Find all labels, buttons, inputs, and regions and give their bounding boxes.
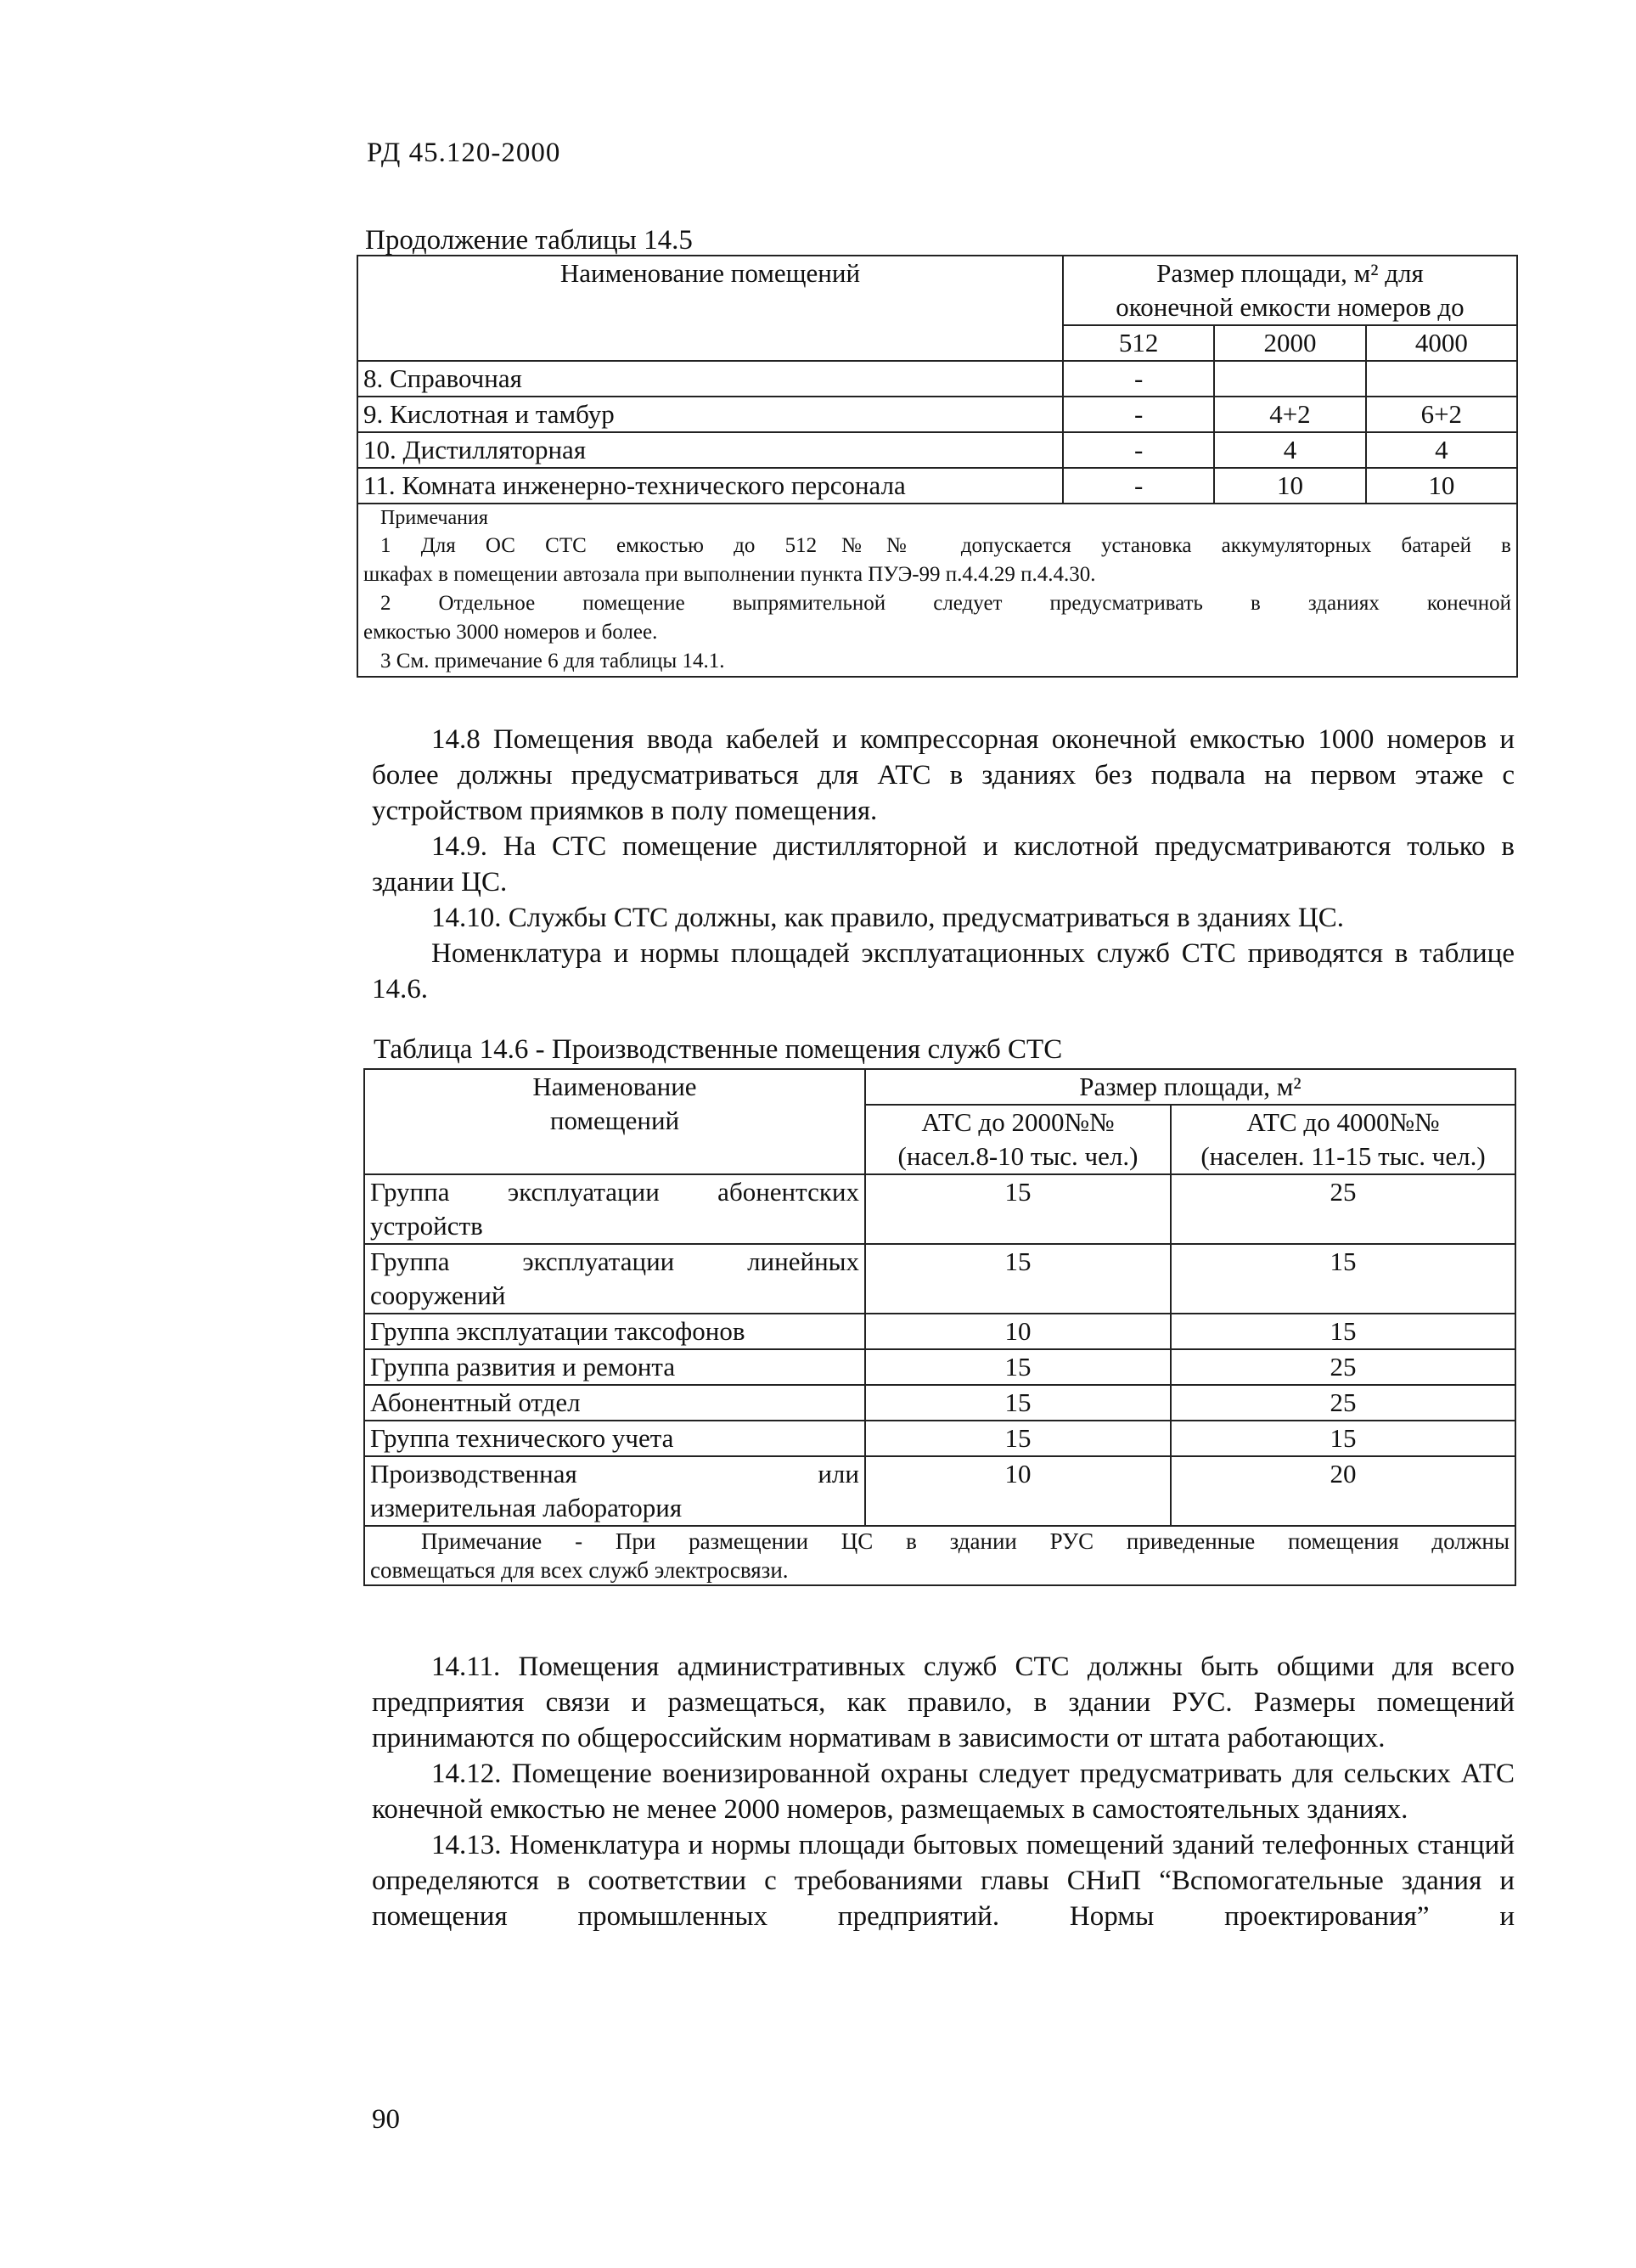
room-name-cell: Абонентный отдел (364, 1385, 865, 1421)
note-line-1: Примечание - При размещении ЦС в здании РУС приведенные помещения должны (421, 1528, 1510, 1554)
value-cell: 15 (1171, 1314, 1515, 1349)
value-cell: 10 (865, 1456, 1171, 1526)
value-cell (1214, 361, 1365, 397)
room-name-line: Группа эксплуатации абонентских (370, 1177, 859, 1207)
value-cell: 6+2 (1366, 397, 1517, 432)
table-14-5 (357, 255, 1518, 678)
paragraph-14-11: 14.11. Помещения административных служб СТС должны быть общими для всего предприятия связи и размещаться, как правило, в здании РУС. Размеры помещений принимаются по общероссийским нормативам в зависимости от штата работающих. (372, 1652, 1515, 1753)
column-header-line: (населен. 11-15 тыс. чел.) (1200, 1141, 1486, 1171)
room-name-line: измерительная лаборатория (370, 1493, 683, 1522)
table-row (364, 1349, 1515, 1385)
column-header-line: (насел.8-10 тыс. чел.) (897, 1141, 1138, 1171)
value-cell: - (1063, 468, 1214, 504)
table-row (364, 1174, 1515, 1244)
table-header-cell: Размер площади, м² (865, 1069, 1515, 1105)
table-14-6 (363, 1068, 1516, 1586)
paragraph-nomenclature: Номенклатура и нормы площадей эксплуатационных служб СТС приводятся в таблице 14.6. (372, 938, 1515, 1005)
paragraph-14-10: 14.10. Службы СТС должны, как правило, предусматриваться в зданиях ЦС. (431, 903, 1345, 933)
note-2-line-2: емкостью 3000 номеров и более. (363, 621, 658, 644)
value-cell: 4 (1366, 432, 1517, 468)
table-header-row (357, 256, 1517, 325)
table-row (364, 1385, 1515, 1421)
table-row (357, 432, 1517, 468)
note-1-line-1: 1 Для ОС СТС емкостью до 512№№ допускается установка аккумуляторных батарей в (380, 534, 1511, 557)
value-cell: 4 (1214, 432, 1365, 468)
note-line-2: совмещаться для всех служб электросвязи. (370, 1557, 789, 1583)
table-14-6-caption: Таблица 14.6 - Производственные помещения служб СТС (374, 1034, 1063, 1065)
value-cell: 10 (1214, 468, 1365, 504)
value-cell: 4+2 (1214, 397, 1365, 432)
table-row (364, 1456, 1515, 1526)
note-2-line-1: 2 Отдельное помещение выпрямительной следует предусматривать в зданиях конечной (380, 592, 1511, 615)
value-cell: 20 (1171, 1456, 1515, 1526)
value-cell: - (1063, 361, 1214, 397)
room-name-cell: Группа эксплуатации таксофонов (364, 1314, 865, 1349)
capacity-col-4000: 4000 (1366, 325, 1517, 361)
room-name-cell: Группа технического учета (364, 1421, 865, 1456)
table-header-row (364, 1069, 1515, 1105)
note-3: 3 См. примечание 6 для таблицы 14.1. (380, 650, 725, 673)
table-notes-row (364, 1526, 1515, 1585)
table-row (364, 1244, 1515, 1314)
table-row (357, 397, 1517, 432)
table-row (357, 361, 1517, 397)
column-header-line: АТС до 4000№№ (1246, 1107, 1440, 1137)
room-name-line: устройств (370, 1211, 483, 1241)
room-name-cell: 8. Справочная (357, 361, 1063, 397)
table-row (364, 1314, 1515, 1349)
size-header-line1: Размер площади, м² для (1156, 258, 1424, 288)
value-cell: 15 (1171, 1421, 1515, 1456)
value-cell: 10 (1366, 468, 1517, 504)
paragraphs-block-a (372, 722, 1515, 1007)
value-cell: 25 (1171, 1385, 1515, 1421)
table-row (357, 468, 1517, 504)
column-header-line: АТС до 2000№№ (921, 1107, 1115, 1137)
paragraph-14-8: 14.8 Помещения ввода кабелей и компрессорная оконечной емкостью 1000 номеров и более должны предусматриваться для АТС в зданиях без подвала на первом этаже с устройством приямков в полу помещения. (372, 724, 1515, 826)
room-name-cell (364, 1174, 865, 1244)
room-name-line: сооружений (370, 1280, 506, 1310)
room-name-line: Группа эксплуатации линейных (370, 1247, 859, 1276)
table-notes (357, 504, 1517, 677)
room-name-cell: 11. Комната инженерно-технического персонала (357, 468, 1063, 504)
table-note (364, 1526, 1515, 1585)
value-cell: 25 (1171, 1349, 1515, 1385)
table-14-5-caption: Продолжение таблицы 14.5 (365, 225, 693, 256)
value-cell: 15 (865, 1385, 1171, 1421)
column-header-4000 (1171, 1105, 1515, 1174)
table-notes-row (357, 504, 1517, 677)
note-1-line-2: шкафах в помещении автозала при выполнении пункта ПУЭ-99 п.4.4.29 п.4.4.30. (363, 563, 1096, 586)
document-code: РД 45.120-2000 (367, 138, 561, 168)
room-name-line: Производственная или (370, 1459, 859, 1489)
paragraph-14-13: 14.13. Номенклатура и нормы площади бытовых помещений зданий телефонных станций определяются в соответствии с требованиями главы СНиП “Вспомогательные здания и помещения промышленных предприятий. Нормы проектирования” и (372, 1830, 1515, 1932)
value-cell: 15 (865, 1349, 1171, 1385)
table-header-cell (1063, 256, 1517, 325)
paragraph-14-9: 14.9. На СТС помещение дистилляторной и кислотной предусматриваются только в здании ЦС. (372, 831, 1515, 898)
value-cell: 10 (865, 1314, 1171, 1349)
size-header-line2: оконечной емкости номеров до (1116, 292, 1465, 322)
room-name-cell: 10. Дистилляторная (357, 432, 1063, 468)
paragraph-14-12: 14.12. Помещение военизированной охраны следует предусматривать для сельских АТС конечной емкостью не менее 2000 номеров, размещаемых в самостоятельных зданиях. (372, 1759, 1515, 1825)
paragraphs-block-b (372, 1649, 1515, 1934)
table-header-cell (364, 1069, 865, 1174)
value-cell (1366, 361, 1517, 397)
capacity-col-2000: 2000 (1214, 325, 1365, 361)
capacity-col-512: 512 (1063, 325, 1214, 361)
table-header-cell: Наименование помещений (357, 256, 1063, 361)
name-header-line2: помещений (549, 1106, 680, 1135)
value-cell: 25 (1171, 1174, 1515, 1244)
table-row (364, 1421, 1515, 1456)
name-header-line1: Наименование (532, 1072, 697, 1101)
value-cell: 15 (1171, 1244, 1515, 1314)
value-cell: 15 (865, 1421, 1171, 1456)
column-header-2000 (865, 1105, 1171, 1174)
room-name-cell: 9. Кислотная и тамбур (357, 397, 1063, 432)
notes-title: Примечания (380, 507, 488, 529)
value-cell: 15 (865, 1174, 1171, 1244)
room-name-cell: Группа развития и ремонта (364, 1349, 865, 1385)
value-cell: 15 (865, 1244, 1171, 1314)
value-cell: - (1063, 432, 1214, 468)
value-cell: - (1063, 397, 1214, 432)
page-number: 90 (372, 2104, 400, 2135)
room-name-cell (364, 1244, 865, 1314)
room-name-cell (364, 1456, 865, 1526)
